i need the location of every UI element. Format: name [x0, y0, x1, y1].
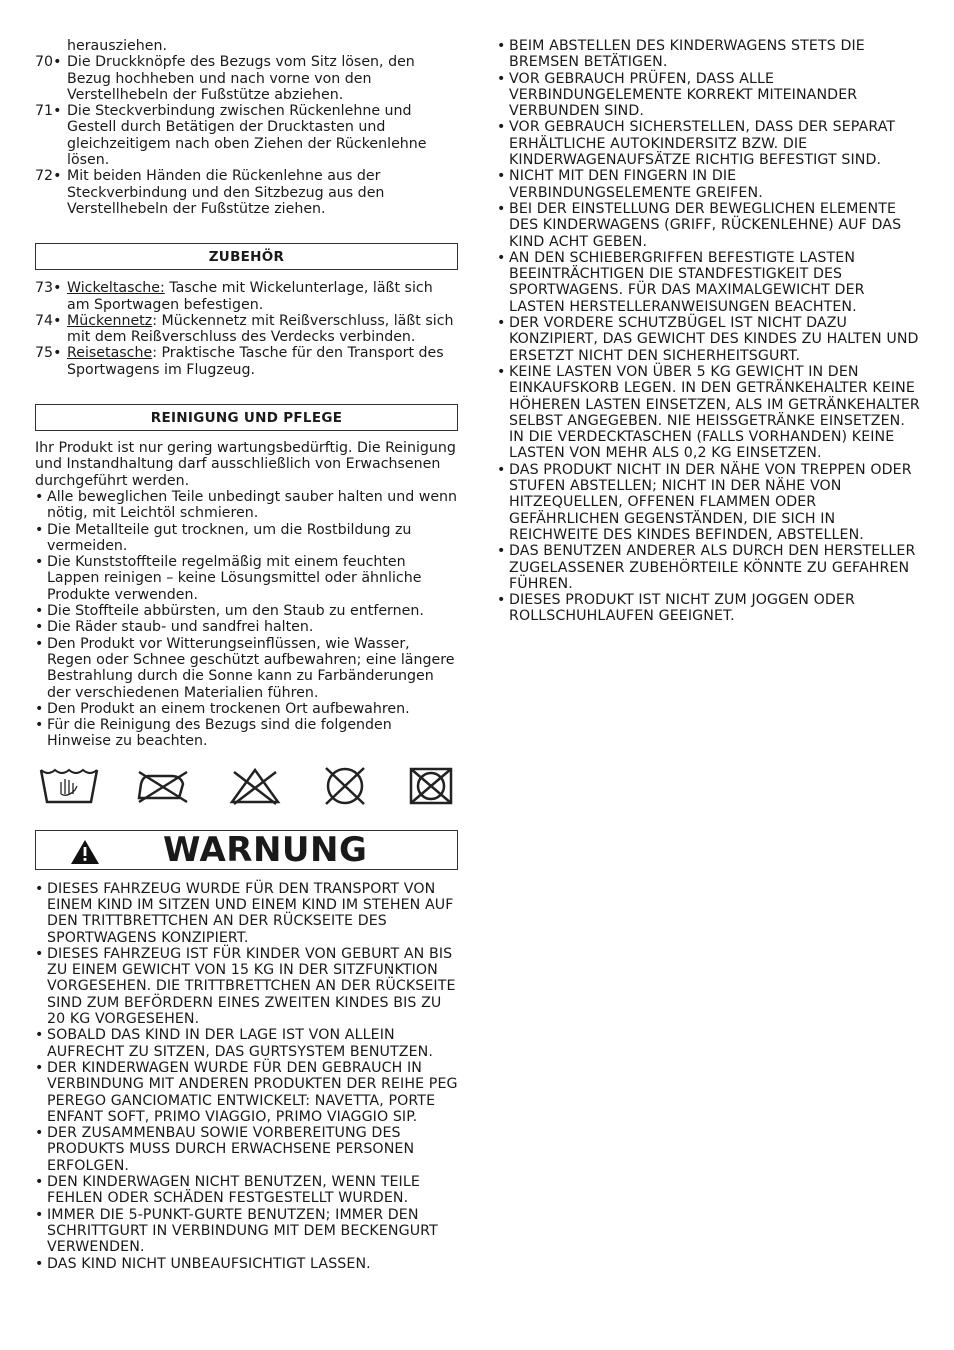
warning-item: • SOBALD DAS KIND IN DER LAGE IST VON ALLEIN AUFRECHT ZU SITZEN, DAS GURTSYSTEM BENUTZEN. — [35, 1027, 433, 1060]
care-symbols — [35, 766, 458, 806]
warning-item: • DIESES FAHRZEUG IST FÜR KINDER VON GEBURT AN BIS ZU EINEM GEWICHT VON 15 KG IN DER SITZFUNKTION VORGESEHEN. DIE TRITTBRETTCHEN AN DER RÜCKSEITE SIND ZUM BEFÖRDERN EINES ZWEITEN KINDES BIS ZU 20 KG VORGESEHEN. — [35, 945, 456, 1028]
care-item: • Den Produkt vor Witterungseinflüssen, wie Wasser, Regen oder Schnee geschützt aufbewahren; eine längere Bestrahlung durch die Sonne kann zu Farbänderungen der verschiedenen Materialien führen. — [35, 635, 455, 701]
warning-item: • IMMER DIE 5-PUNKT-GURTE BENUTZEN; IMMER DEN SCHRITTGURT IN VERBINDUNG MIT DEM BECKENGURT VERWENDEN. — [35, 1206, 438, 1256]
warning-item: • DIESES PRODUKT IST NICHT ZUM JOGGEN ODER ROLLSCHUHLAUFEN GEEIGNET. — [497, 592, 855, 625]
accessory-name: Reisetasche — [67, 345, 153, 362]
care-intro: Ihr Produkt ist nur gering wartungsbedürftig. Die Reinigung und Instandhaltung darf ausschließlich von Erwachsenen durchgeführt werden. — [35, 440, 456, 489]
accessory-name: Wickeltasche: — [67, 280, 165, 297]
continued-text: herausziehen. — [67, 38, 167, 54]
accessory-number: 73• — [35, 280, 62, 297]
accessory-item — [35, 280, 458, 313]
warning-item: • DEN KINDERWAGEN NICHT BENUTZEN, WENN TEILE FEHLEN ODER SCHÄDEN FESTGESTELLT WURDEN. — [35, 1174, 420, 1207]
warning-item: • DAS PRODUKT NICHT IN DER NÄHE VON TREPPEN ODER STUFEN ABSTELLEN; NICHT IN DER NÄHE VON HITZEQUELLEN, OFFENEN FLAMMEN ODER GEFÄHRLICHEN GEGENSTÄNDEN, DIE SICH IN REICHWEITE DES KINDES BEFINDEN, ABSTELLEN. — [497, 461, 912, 543]
warning-triangle-icon — [70, 839, 100, 865]
right-column — [497, 38, 922, 625]
warning-item: • VOR GEBRAUCH PRÜFEN, DASS ALLE VERBINDUNGELEMENTE KORREKT MITEINANDER VERBUNDEN SIND. — [497, 70, 858, 120]
accessory-item — [35, 345, 458, 378]
care-item: • Die Metallteile gut trocknen, um die Rostbildung zu vermeiden. — [35, 521, 412, 554]
care-header: REINIGUNG UND PFLEGE — [35, 404, 458, 431]
accessory-text: : Praktische Tasche für den Transport des Sportwagens im Flugzeug. — [67, 345, 444, 378]
warning-box — [35, 830, 458, 870]
step-item — [35, 168, 458, 217]
accessory-name: Mückennetz — [67, 312, 153, 329]
warning-item: • DER KINDERWAGEN WURDE FÜR DEN GEBRAUCH IN VERBINDUNG MIT ANDEREN PRODUKTEN DER REIHE PEG PEREGO GANCIOMATIC ENTWICKELT: NAVETTA, PORTE ENFANT SOFT, PRIMO VIAGGIO, PRIMO VIAGGIO SIP. — [35, 1059, 458, 1125]
accessory-item — [35, 313, 458, 346]
care-item: • Den Produkt an einem trockenen Ort aufbewahren. — [35, 700, 410, 717]
step-number: 72• — [35, 168, 62, 185]
accessories-header: ZUBEHÖR — [35, 243, 458, 270]
care-item: • Die Stoffteile abbürsten, um den Staub zu entfernen. — [35, 603, 424, 620]
step-item — [35, 54, 458, 103]
step-text: Die Steckverbindung zwischen Rückenlehne und Gestell durch Betätigen der Drucktasten und gleichzeitigem nach oben Ziehen der Rückenlehne lösen. — [67, 103, 427, 169]
no-tumble-dry-icon — [408, 766, 454, 806]
warning-item: • BEIM ABSTELLEN DES KINDERWAGENS STETS DIE BREMSEN BETÄTIGEN. — [497, 38, 865, 71]
warning-item: • DER ZUSAMMENBAU SOWIE VORBEREITUNG DES PRODUKTS MUSS DURCH ERWACHSENE PERSONEN ERFOLGEN. — [35, 1125, 415, 1174]
warning-item: • AN DEN SCHIEBERGRIFFEN BEFESTIGTE LASTEN BEEINTRÄCHTIGEN DIE STANDFESTIGKEIT DES SPORTWAGENS. FÜR DAS MAXIMALGEWICHT DER LASTEN HERSTELLERANWEISUNGEN BEACHTEN. — [497, 249, 865, 315]
care-item: • Die Kunststoffteile regelmäßig mit einem feuchten Lappen reinigen – keine Lösungsmittel oder ähnliche Produkte verwenden. — [35, 554, 422, 603]
step-text: Die Druckknöpfe des Bezugs vom Sitz lösen, den Bezug hochheben und nach vorne von den Verstellhebeln der Fußstütze abziehen. — [67, 54, 415, 103]
step-number: 70• — [35, 54, 62, 71]
accessory-text: : Mückennetz mit Reißverschluss, läßt sich mit dem Reißverschluss des Verdecks verbinden. — [67, 312, 454, 346]
accessory-number: 74• — [35, 312, 62, 329]
step-item — [35, 103, 458, 168]
warning-item: • VOR GEBRAUCH SICHERSTELLEN, DASS DER SEPARAT ERHÄLTLICHE AUTOKINDERSITZ BZW. DIE KINDERWAGENAUFSÄTZE RICHTIG BEFESTIGT SIND. — [497, 119, 896, 169]
step-number: 71• — [35, 103, 62, 120]
warning-item: • DAS KIND NICHT UNBEAUFSICHTIGT LASSEN. — [35, 1255, 371, 1272]
no-bleach-icon — [228, 766, 282, 806]
care-item: • Für die Reinigung des Bezugs sind die folgenden Hinweise zu beachten. — [35, 717, 392, 750]
care-item: • Alle beweglichen Teile unbedingt sauber halten und wenn nötig, mit Leichtöl schmieren. — [35, 488, 458, 522]
warning-item: • KEINE LASTEN VON ÜBER 5 KG GEWICHT IN DEN EINKAUFSKORB LEGEN. IN DEN GETRÄNKEHALTER KEINE HÖHEREN LASTEN EINSETZEN, ALS IM GETRÄNKEHALTER SELBST ANGEGEBEN. NIE HEISSGETRÄNKE EINSETZEN. IN DIE VERDECKTASCHEN (FALLS VORHANDEN) KEINE LASTEN VON MEHR ALS 0,2 KG EINSETZEN. — [497, 363, 920, 462]
accessory-number: 75• — [35, 345, 62, 362]
left-column — [35, 38, 458, 1272]
care-item: • Die Räder staub- und sandfrei halten. — [35, 619, 314, 636]
warning-item: • BEI DER EINSTELLUNG DER BEWEGLICHEN ELEMENTE DES KINDERWAGENS (GRIFF, RÜCKENLEHNE) AUF DAS KIND ACHT GEBEN. — [497, 200, 902, 250]
warning-item: • DIESES FAHRZEUG WURDE FÜR DEN TRANSPORT VON EINEM KIND IM SITZEN UND EINEM KIND IM STEHEN AUF DEN TRITTBRETTCHEN AN DER RÜCKSEITE DES SPORTWAGENS KONZIPIERT. — [35, 880, 454, 946]
warning-title: WARNUNG — [163, 829, 368, 870]
no-dry-clean-icon — [318, 766, 372, 806]
warning-item: • NICHT MIT DEN FINGERN IN DIE VERBINDUNGSELEMENTE GREIFEN. — [497, 168, 763, 201]
step-text: Mit beiden Händen die Rückenlehne aus der Steckverbindung und den Sitzbezug aus den Verstellhebeln der Fußstütze ziehen. — [67, 168, 385, 217]
warning-item: • DAS BENUTZEN ANDERER ALS DURCH DEN HERSTELLER ZUGELASSENER ZUBEHÖRTEILE KÖNNTE ZU GEFAHREN FÜHREN. — [497, 543, 916, 592]
no-iron-icon — [135, 766, 191, 806]
hand-wash-icon — [39, 766, 99, 806]
accessory-text: Tasche mit Wickelunterlage, läßt sich am Sportwagen befestigen. — [67, 280, 433, 313]
warning-item: • DER VORDERE SCHUTZBÜGEL IST NICHT DAZU KONZIPIERT, DAS GEWICHT DES KINDES ZU HALTEN UND ERSETZT NICHT DEN SICHERHEITSGURT. — [497, 315, 919, 364]
